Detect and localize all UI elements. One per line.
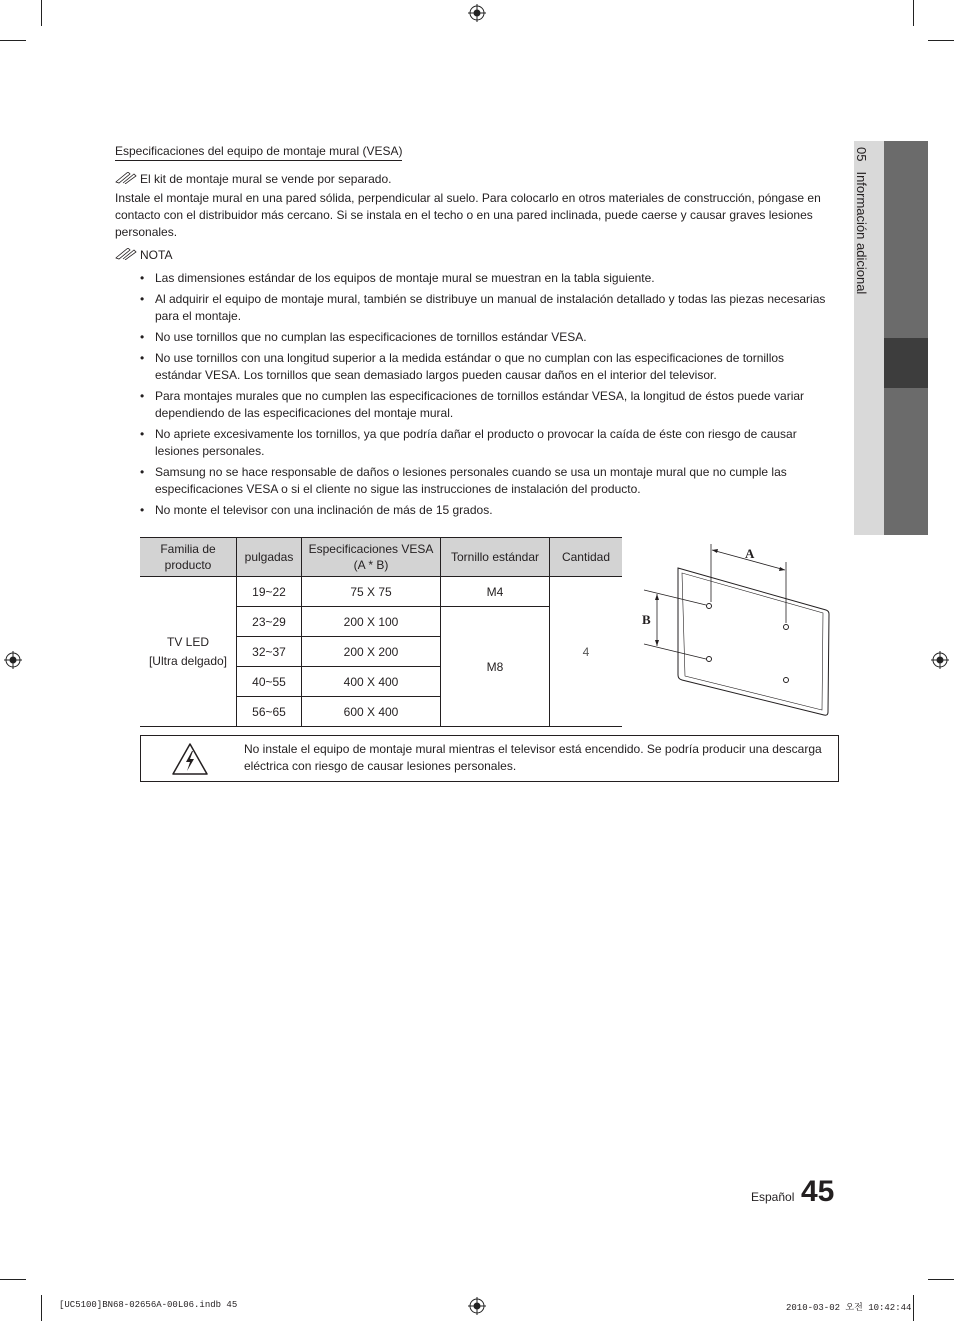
crop-mark (928, 40, 954, 41)
wall-mount-diagram (636, 540, 836, 722)
page-number: 45 (801, 1175, 835, 1208)
inches-cell: 23~29 (237, 607, 302, 637)
crop-mark (928, 1279, 954, 1280)
crop-mark (913, 0, 914, 26)
table-header: pulgadas (237, 538, 302, 577)
list-item: • Al adquirir el equipo de montaje mural, también se distribuye un manual de instalación detallado y todas las piezas necesarias para el montaje. (140, 292, 826, 323)
pencil-note-icon (115, 248, 137, 260)
pencil-note-icon (115, 172, 137, 184)
crop-mark (0, 1279, 26, 1280)
warning-box (140, 735, 839, 782)
print-datetime: 2010-03-02 오전 10:42:44 (786, 1303, 912, 1313)
registration-mark-icon (468, 4, 486, 22)
list-item: • No apriete excesivamente los tornillos, ya que podría dañar el producto o provocar la caída de éste con riesgo de causar lesiones personales. (140, 427, 797, 458)
intro-paragraph: Instale el montaje mural en una pared sólida, perpendicular al suelo. Para colocarlo en otros materiales de construcción, póngase en contacto con el distribuidor más cercano. Si se instala en el techo o en una pared inclinada, puede caerse y causar graves lesiones personales. (115, 191, 821, 239)
quantity-cell: 4 (550, 577, 623, 727)
vesa-cell: 200 X 100 (302, 607, 441, 637)
registration-mark-icon (4, 651, 22, 669)
crop-mark (41, 1295, 42, 1321)
nota-heading (115, 247, 172, 264)
table-header: Especificaciones VESA (A * B) (302, 538, 441, 577)
side-tab-label (854, 147, 869, 304)
inches-cell: 56~65 (237, 697, 302, 727)
list-item: • Las dimensiones estándar de los equipos de montaje mural se muestran en la tabla siguiente. (140, 271, 655, 285)
registration-mark-icon (931, 651, 949, 669)
kit-note (115, 171, 391, 188)
family-cell: TV LED [Ultra delgado] (140, 577, 237, 727)
table-header: Tornillo estándar (441, 538, 550, 577)
list-item: • Para montajes murales que no cumplen las especificaciones de tornillos estándar VESA, la longitud de éstos puede variar dependiendo de las especificaciones del montaje mural. (140, 389, 805, 420)
table-row (140, 577, 622, 607)
electric-shock-warning-icon (171, 742, 209, 776)
vesa-cell: 400 X 400 (302, 667, 441, 697)
list-item: • No use tornillos con una longitud superior a la medida estándar o que no cumplan con las especificaciones de tornillos estándar VESA. Los tornillos que sean demasiado largos pueden causar daños en el interior del televisor. (140, 351, 785, 382)
screw-cell: M8 (441, 607, 550, 727)
vesa-cell: 75 X 75 (302, 577, 441, 607)
inches-cell: 32~37 (237, 637, 302, 667)
list-item: • Samsung no se hace responsable de daños o lesiones personales cuando se usa un montaje mural que no cumple las especificaciones VESA o si el cliente no sigue las instrucciones de instalación del producto. (140, 465, 787, 496)
list-item: • No use tornillos que no cumplan las especificaciones de tornillos estándar VESA. (140, 330, 587, 344)
footer-language: Español (751, 1190, 795, 1204)
chapter-title: Información adicional (854, 171, 869, 295)
print-file-info: [UC5100]BN68-02656A-00L06.indb 45 (59, 1300, 238, 1310)
inches-cell: 19~22 (237, 577, 302, 607)
list-item: • No monte el televisor con una inclinación de más de 15 grados. (140, 503, 493, 517)
dimension-a-label: A (745, 546, 755, 561)
table-header: Cantidad (550, 538, 623, 577)
warning-text: No instale el equipo de montaje mural mientras el televisor está encendido. Se podría producir una descarga eléctrica con riesgo de causar lesiones personales. (244, 742, 822, 773)
nota-label: NOTA (140, 248, 173, 262)
side-tab-dark (884, 388, 928, 535)
side-tab-dark (884, 141, 928, 338)
chapter-number: 05 (854, 147, 869, 162)
registration-mark-icon (468, 1297, 486, 1315)
inches-cell: 40~55 (237, 667, 302, 697)
crop-mark (41, 0, 42, 26)
dimension-b-label: B (642, 612, 651, 627)
vesa-cell: 200 X 200 (302, 637, 441, 667)
side-tab-current (884, 338, 928, 388)
kit-note-text: El kit de montaje mural se vende por separado. (140, 172, 392, 186)
section-title: Especificaciones del equipo de montaje mural (VESA) (115, 144, 402, 161)
crop-mark (913, 1295, 914, 1321)
screw-cell: M4 (441, 577, 550, 607)
table-header: Familia de producto (140, 538, 237, 577)
vesa-cell: 600 X 400 (302, 697, 441, 727)
notes-list (140, 270, 832, 523)
vesa-spec-table (140, 537, 622, 727)
crop-mark (0, 40, 26, 41)
